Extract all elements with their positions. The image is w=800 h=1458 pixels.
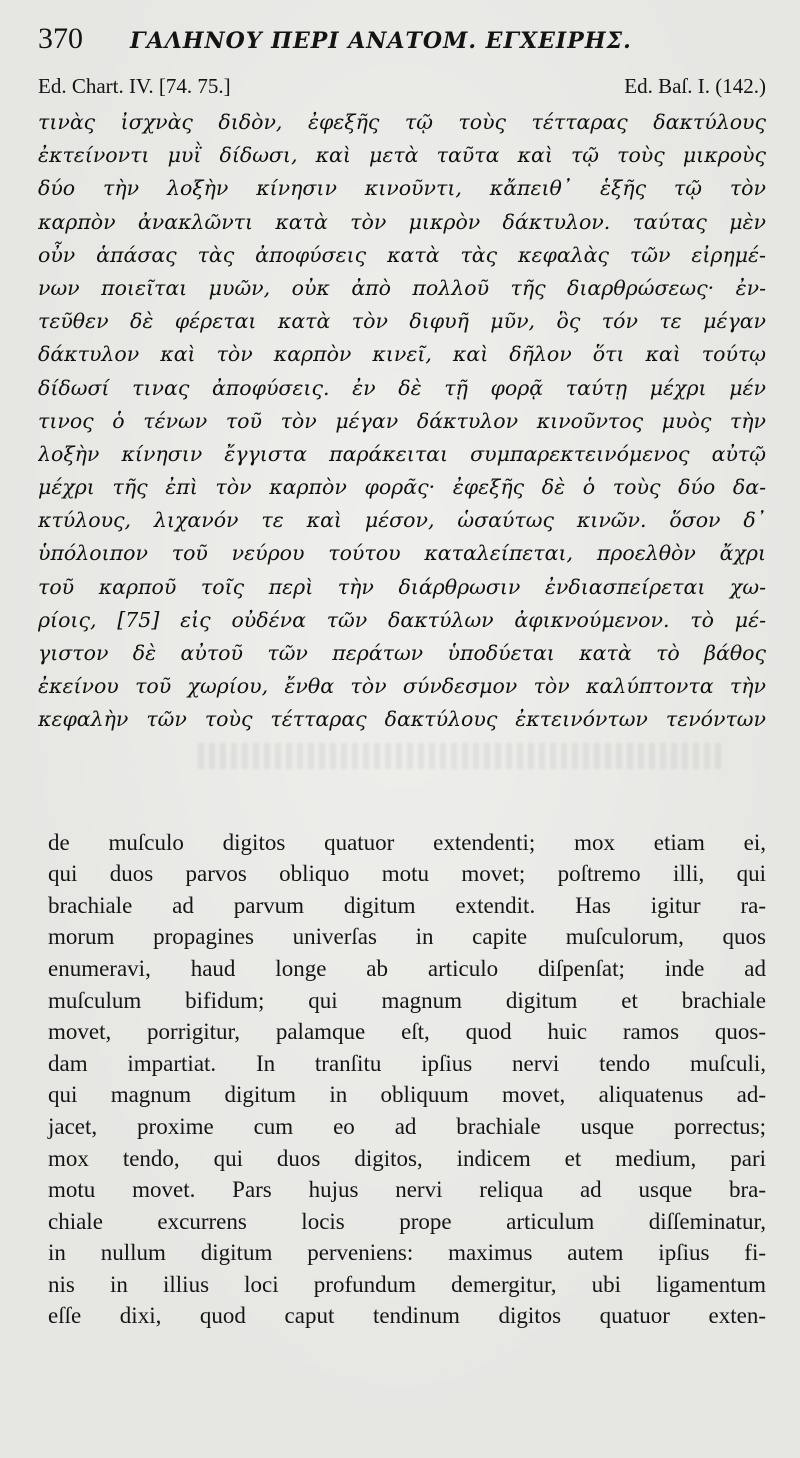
- greek-line: νων ποιεῖται μυῶν, οὐκ ἀπὸ πολλοῦ τῆς διαρθρώσεως· ἐν-: [38, 275, 766, 300]
- greek-line: τινὰς ἰσχνὰς διδὸν, ἐφεξῆς τῷ τοὺς τέτταρας δακτύλους: [38, 110, 766, 134]
- running-head: [38, 22, 766, 74]
- latin-line: qui magnum digitum in obliquum movet, aliquatenus ad-: [48, 1082, 766, 1108]
- latin-line: brachiale ad parvum digitum extendit. Has igitur ra-: [48, 892, 766, 918]
- latin-line: dam impartiat. In tranſitu ipſius nervi tendo muſculi,: [48, 1050, 766, 1076]
- show-through-gap: [38, 737, 766, 827]
- greek-line: ἐκτείνοντι μυῒ δίδωσι, καὶ μετὰ ταῦτα καὶ τῷ τοὺς μικροὺς: [38, 143, 766, 168]
- page-number: 370: [38, 22, 83, 55]
- greek-text-block: [38, 106, 766, 737]
- greek-line: κτύλους, λιχανόν τε καὶ μέσον, ὡσαύτως κινῶν. ὅσον δ᾽: [38, 508, 766, 533]
- latin-line: nis in illius loci profundum demergitur, ubi ligamentum: [48, 1271, 766, 1297]
- greek-line: καρπὸν ἀνακλῶντι κατὰ τὸν μικρὸν δάκτυλον. ταύτας μὲν: [38, 209, 766, 234]
- latin-line: qui duos parvos obliquo motu movet; poſtremo illi, qui: [48, 861, 766, 887]
- greek-line: οὖν ἁπάσας τὰς ἀποφύσεις κατὰ τὰς κεφαλὰς τῶν εἰρημέ-: [38, 242, 766, 267]
- latin-line: enumeravi, haud longe ab articulo diſpenſat; inde ad: [48, 955, 766, 981]
- running-title: ΓΑΛΗΝΟΥ ΠΕΡΙ ΑΝΑΤΟΜ. ΕΓΧΕΙΡΗΣ.: [130, 28, 632, 54]
- latin-line: de muſculo digitos quatuor extendenti; mox etiam ei,: [48, 829, 766, 855]
- greek-line: δάκτυλον καὶ τὸν καρπὸν κινεῖ, καὶ δῆλον ὅτι καὶ τούτῳ: [38, 342, 766, 367]
- greek-line: τεῦθεν δὲ φέρεται κατὰ τὸν διφυῆ μῦν, ὃς τόν τε μέγαν: [38, 309, 766, 334]
- latin-line: jacet, proxime cum eo ad brachiale usque porrectus;: [48, 1113, 766, 1139]
- latin-line: motu movet. Pars hujus nervi reliqua ad usque bra-: [48, 1177, 766, 1203]
- greek-line: γιστον δὲ αὐτοῦ τῶν περάτων ὑποδύεται κατὰ τὸ βάθος: [38, 641, 766, 665]
- latin-line: in nullum digitum perveniens: maximus autem ipſius fi-: [48, 1240, 766, 1266]
- latin-line: movet, porrigitur, palamque eſt, quod huic ramos quos-: [48, 1019, 766, 1045]
- greek-line: ἐκείνου τοῦ χωρίου, ἔνθα τὸν σύνδεσμον τὸν καλύπτοντα τὴν: [38, 674, 766, 699]
- greek-line: ρίοις, [75] εἰς οὐδένα τῶν δακτύλων ἀφικνούμενον. τὸ μέ-: [38, 607, 766, 632]
- edition-reference-left: Ed. Chart. IV. [74. 75.]: [38, 74, 231, 98]
- greek-line: δίδωσί τινας ἀποφύσεις. ἐν δὲ τῇ φορᾷ ταύτῃ μέχρι μέν: [38, 375, 766, 400]
- greek-line: μέχρι τῆς ἐπὶ τὸν καρπὸν φορᾶς· ἐφεξῆς δὲ ὁ τοὺς δύο δα-: [38, 475, 766, 500]
- greek-line: ὑπόλοιπον τοῦ νεύρου τούτου καταλείπεται, προελθὸν ἄχρι: [38, 541, 766, 566]
- latin-text-block: [38, 827, 766, 1333]
- latin-line: mox tendo, qui duos digitos, indicem et medium, pari: [48, 1145, 766, 1171]
- greek-line: δύο τὴν λοξὴν κίνησιν κινοῦντι, κἄπειθ᾽ ἑξῆς τῷ τὸν: [38, 176, 766, 201]
- edition-reference-right: Ed. Baſ. I. (142.): [624, 74, 766, 98]
- latin-line: muſculum bifidum; qui magnum digitum et brachiale: [48, 987, 766, 1013]
- latin-line: eſſe dixi, quod caput tendinum digitos quatuor exten-: [48, 1303, 766, 1329]
- greek-line: τινος ὁ τένων τοῦ τὸν μέγαν δάκτυλον κινοῦντος μυὸς τὴν: [38, 408, 766, 433]
- greek-line: κεφαλὴν τῶν τοὺς τέτταρας δακτύλους ἐκτεινόντων τενόντων: [38, 707, 766, 732]
- latin-line: chiale excurrens locis prope articulum diſſeminatur,: [48, 1208, 766, 1234]
- greek-line: τοῦ καρποῦ τοῖς περὶ τὴν διάρθρωσιν ἐνδιασπείρεται χω-: [38, 574, 766, 599]
- latin-line: morum propagines univerſas in capite muſculorum, quos: [48, 924, 766, 950]
- edition-reference-line: [38, 74, 766, 104]
- greek-line: λοξὴν κίνησιν ἔγγιστα παράκειται συμπαρεκτεινόμενος αὐτῷ: [38, 441, 766, 466]
